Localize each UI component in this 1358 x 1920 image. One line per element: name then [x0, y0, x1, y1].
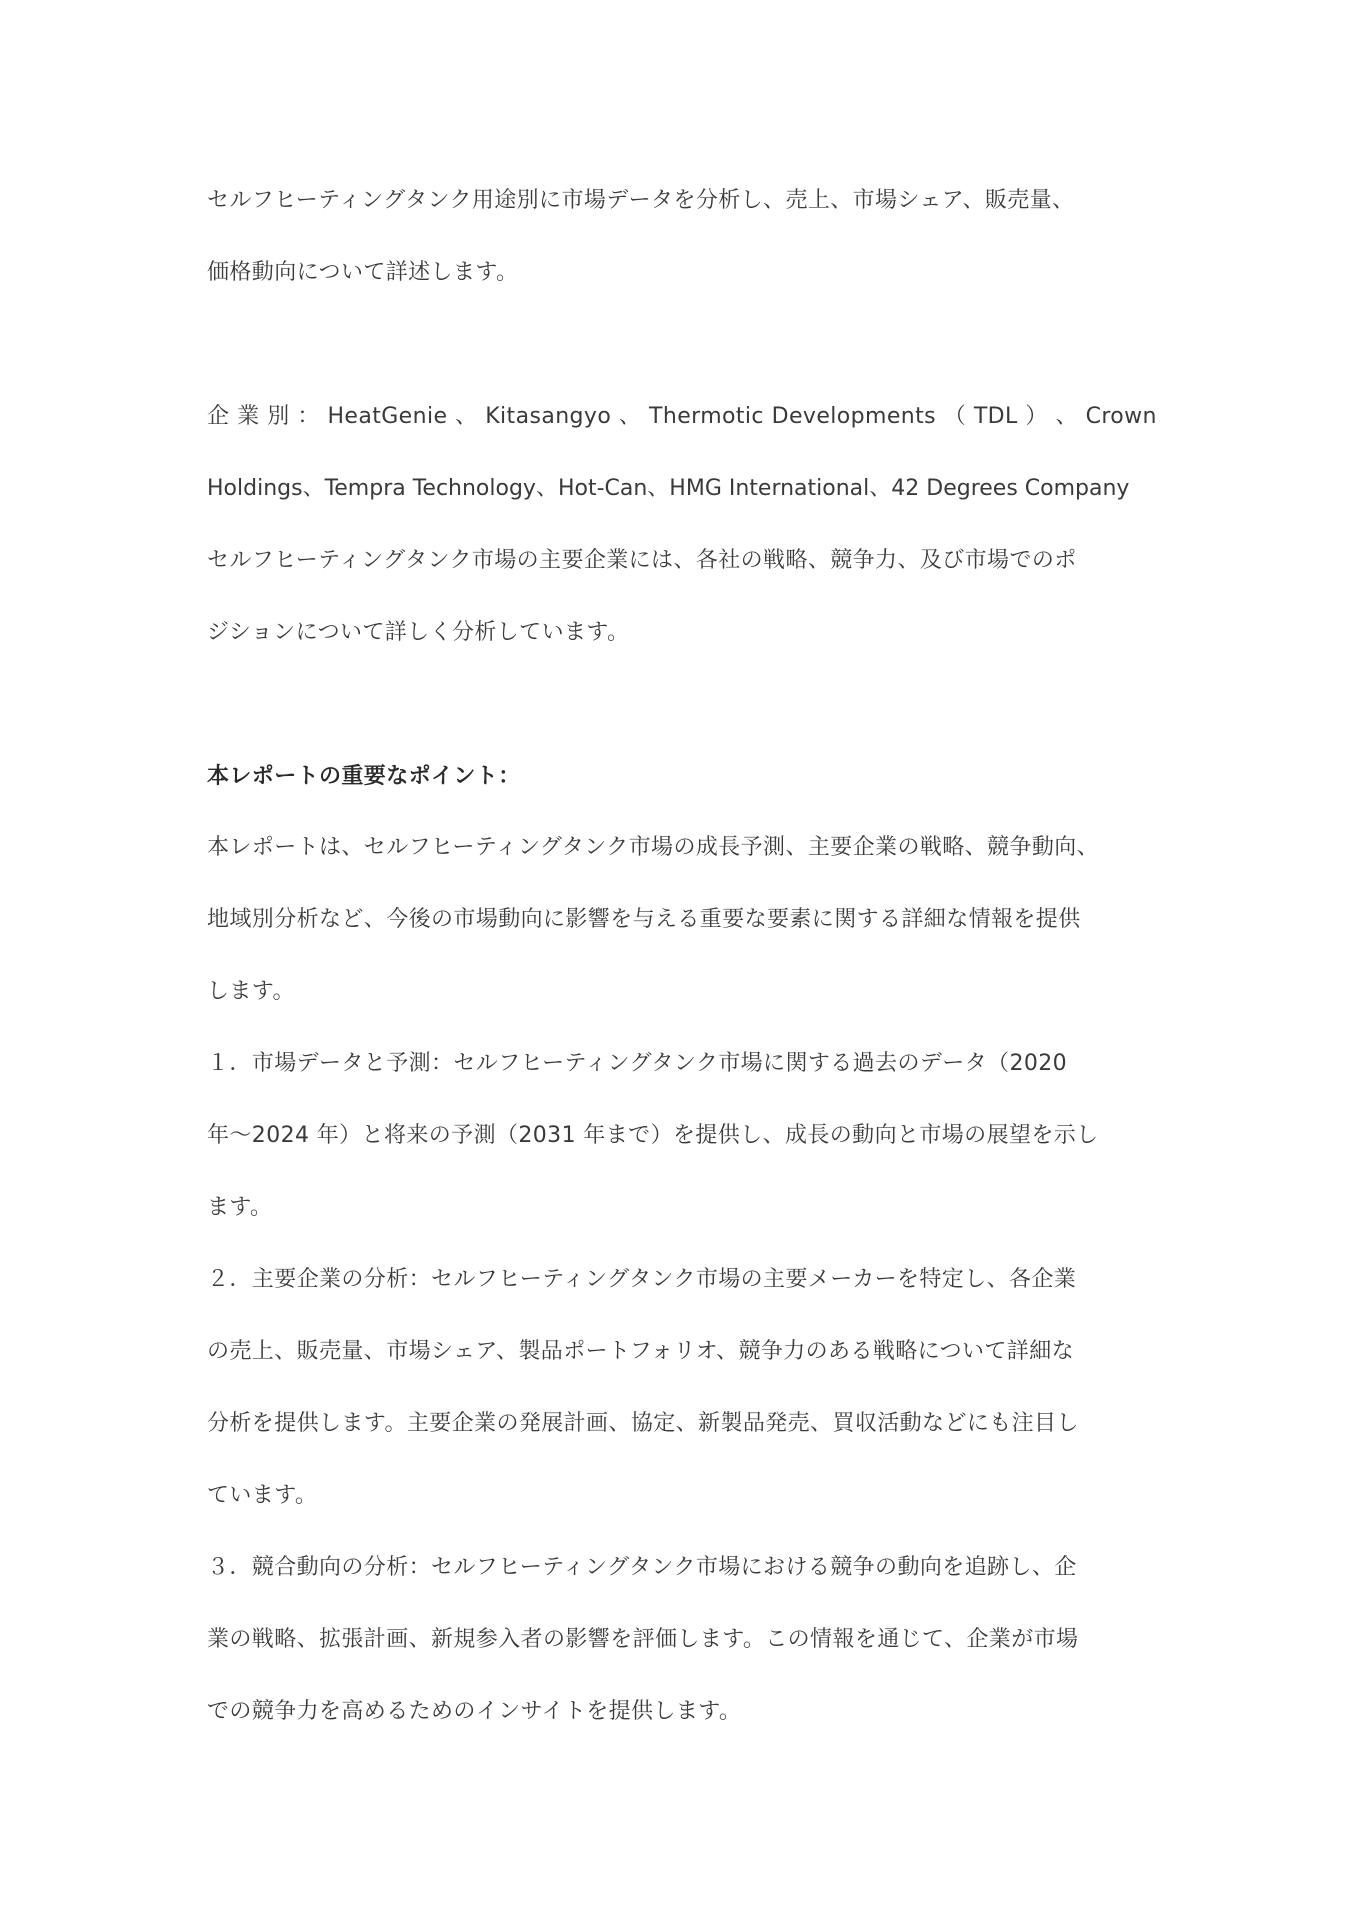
point2-line-4: ています。 — [207, 1483, 318, 1508]
companies-word: HeatGenie — [327, 404, 448, 429]
point1-line-3: ます。 — [207, 1195, 273, 1220]
summary-line-2: 地域別分析など、今後の市場動向に影響を与える重要な要素に関する詳細な情報を提供 — [207, 907, 1081, 932]
companies-word: 企 — [207, 404, 230, 429]
point3-line-1: ３．競合動向の分析：セルフヒーティングタンク市場における競争の動向を追跡し、企 — [207, 1555, 1077, 1580]
companies-word: TDL — [973, 404, 1018, 429]
point2-line-2: の売上、販売量、市場シェア、製品ポートフォリオ、競争力のある戦略について詳細な — [207, 1339, 1075, 1364]
intro-line-2: 価格動向について詳述します。 — [207, 260, 519, 285]
companies-word: 別 — [267, 404, 290, 429]
point3-line-3: での競争力を高めるためのインサイトを提供します。 — [207, 1699, 742, 1724]
companies-word: 、 — [455, 404, 478, 429]
companies-word: 、 — [1055, 404, 1078, 429]
companies-word: （ — [943, 404, 967, 429]
point1-line-2: 年～2024 年）と将来の予測（2031 年まで）を提供し、成長の動向と市場の展望を示し — [207, 1123, 1099, 1148]
summary-line-3: します。 — [207, 979, 295, 1004]
companies-word: Crown — [1085, 404, 1157, 429]
companies-line-1 — [207, 402, 1157, 432]
companies-word: ） — [1025, 404, 1048, 429]
companies-line-2: Holdings、Tempra Technology、Hot-Can、HMG International、42 Degrees Company — [207, 476, 1130, 501]
companies-word: Developments — [771, 404, 936, 429]
point3-line-2: 業の戦略、拡張計画、新規参入者の影響を評価します。この情報を通じて、企業が市場 — [207, 1627, 1079, 1652]
companies-word: 、 — [618, 404, 642, 429]
companies-word: Kitasangyo — [485, 404, 612, 429]
intro-line-1: セルフヒーティングタンク用途別に市場データを分析し、売上、市場シェア、販売量、 — [207, 188, 1075, 213]
summary-line-1: 本レポートは、セルフヒーティングタンク市場の成長予測、主要企業の戦略、競争動向、 — [207, 835, 1100, 860]
companies-word: ： — [297, 404, 320, 429]
point2-line-1: ２．主要企業の分析：セルフヒーティングタンク市場の主要メーカーを特定し、各企業 — [207, 1267, 1077, 1292]
point1-line-1: １．市場データと予測：セルフヒーティングタンク市場に関する過去のデータ（2020 — [207, 1051, 1068, 1076]
companies-word: 業 — [237, 404, 260, 429]
key-points-heading: 本レポートの重要なポイント： — [207, 764, 521, 789]
companies-line-4: ジションについて詳しく分析しています。 — [207, 620, 630, 645]
companies-line-3: セルフヒーティングタンク市場の主要企業には、各社の戦略、競争力、及び市場でのポ — [207, 548, 1077, 573]
companies-word: Thermotic — [649, 404, 764, 429]
point2-line-3: 分析を提供します。主要企業の発展計画、協定、新製品発売、買収活動などにも注目し — [207, 1411, 1079, 1436]
